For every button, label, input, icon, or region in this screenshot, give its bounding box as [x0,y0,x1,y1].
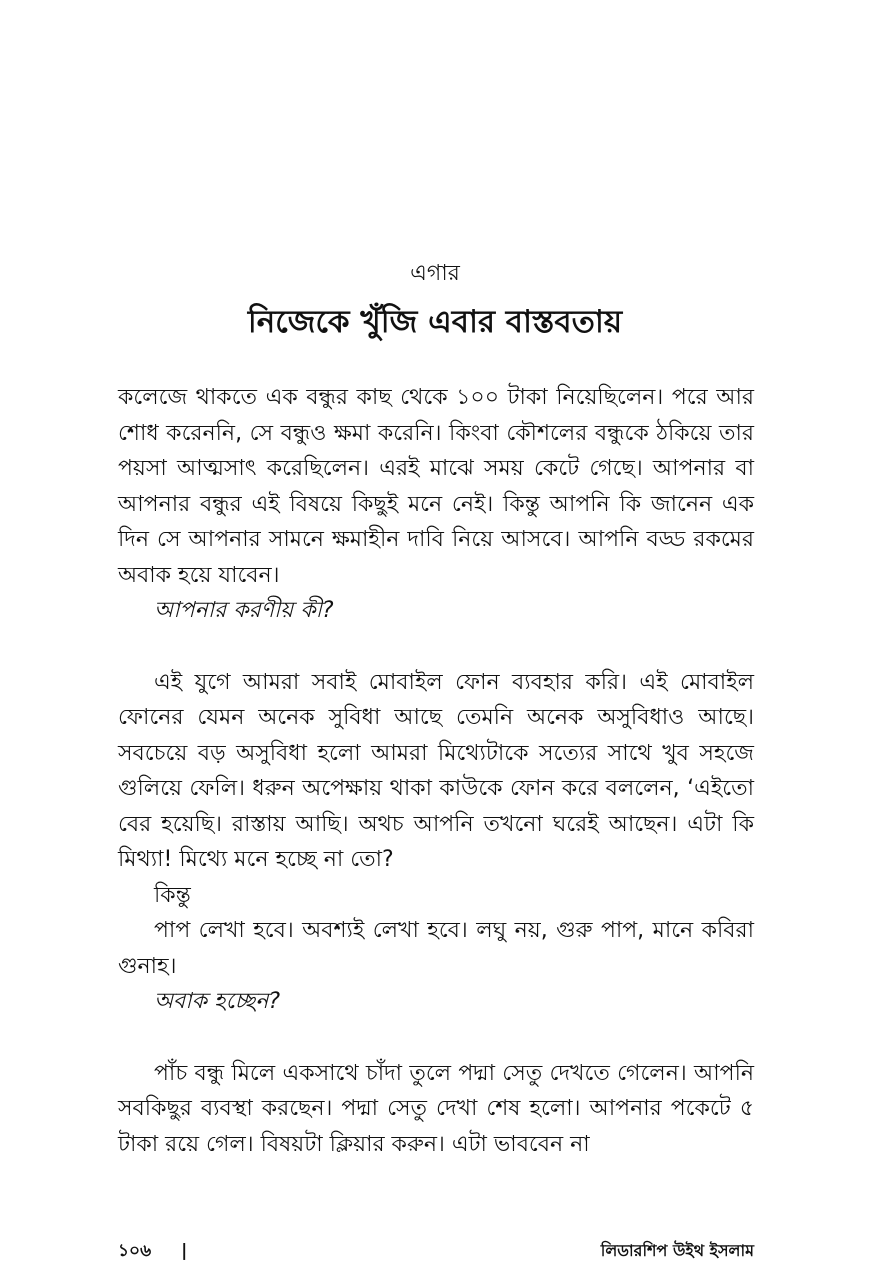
paragraph: পাপ লেখা হবে। অবশ্যই লেখা হবে। লঘু নয়, গুরু পাপ, মানে কবিরা গুনাহ। [118,918,754,979]
subheading-question: অবাক হচ্ছেন? [154,989,281,1014]
subheading-question: আপনার করণীয় কী? [154,598,334,623]
chapter-title: নিজেকে খুঁজি এবার বাস্তবতায় [247,304,623,340]
paragraph: এই যুগে আমরা সবাই মোবাইল ফোন ব্যবহার করি। এই মোবাইল ফোনের যেমন অনেক সুবিধা আছে তেমনি অনেক অসুবিধাও আছে। সবচেয়ে বড় অসুবিধা হলো আমরা মিথ্যেটাকে সত্যের সাথে খুব সহজে গুলিয়ে ফেলি। ধরুন অপেক্ষায় থাকা কাউকে ফোন করে বললেন, ‘এইতো বের হয়েছি। রাস্তায় আছি। অথচ আপনি তখনো ঘরেই আছেন। এটা কি মিথ্যা! মিথ্যে মনে হচ্ছে না তো? [118,669,754,872]
page-number: ১০৬ [118,1241,152,1261]
footer-separator: | [181,1241,188,1261]
paragraph: কলেজে থাকতে এক বন্ধুর কাছ থেকে ১০০ টাকা নিয়েছিলেন। পরে আর শোধ করেননি, সে বন্ধুও ক্ষমা করেনি। কিংবা কৌশলের বন্ধুকে ঠকিয়ে তার পয়সা আত্মসাৎ করেছিলেন। এরই মাঝে সময় কেটে গেছে। আপনার বা আপনার বন্ধুর এই বিষয়ে কিছুই মনে নেই। কিন্তু আপনি কি জানেন এক দিন সে আপনার সামনে ক্ষমাহীন দাবি নিয়ে আসবে। আপনি বড্ড রকমের অবাক হয়ে যাবেন। [118,385,754,588]
paragraph: পাঁচ বন্ধু মিলে একসাথে চাঁদা তুলে পদ্মা সেতু দেখতে গেলেন। আপনি সবকিছুর ব্যবস্থা করছেন। পদ্মা সেতু দেখা শেষ হলো। আপনার পকেটে ৫ টাকা রয়ে গেল। বিষয়টা ক্লিয়ার করুন। এটা ভাববেন না [118,1060,754,1157]
footer-book-title: লিডারশিপ উইথ ইসলাম [600,1241,754,1260]
body-text [118,380,754,1162]
chapter-number: এগার [410,261,460,286]
paragraph: কিন্তু [154,882,191,908]
section-gap [118,1020,754,1056]
section-gap [118,629,754,665]
footer-page-number [118,1238,187,1266]
